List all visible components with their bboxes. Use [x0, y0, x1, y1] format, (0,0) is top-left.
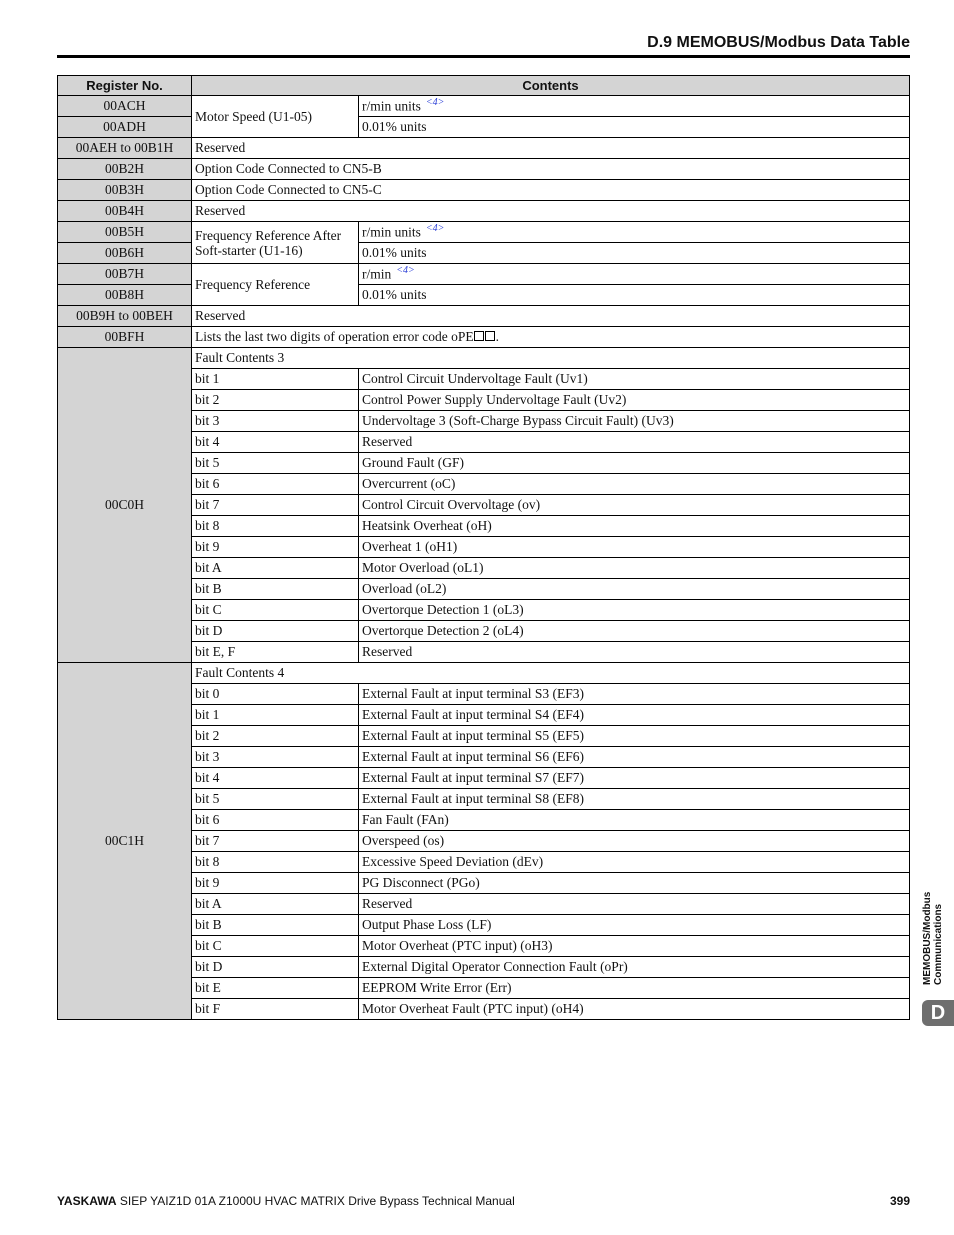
bit-cell: bit 3 [192, 411, 359, 432]
bit-cell: bit 9 [192, 537, 359, 558]
footer-brand: YASKAWA [57, 1194, 117, 1208]
unit-cell: 0.01% units [359, 243, 910, 264]
bit-desc-cell: Heatsink Overheat (oH) [359, 516, 910, 537]
contents-cell: Reserved [192, 138, 910, 159]
table-row [58, 117, 910, 138]
bit-desc-cell: Motor Overheat (PTC input) (oH3) [359, 936, 910, 957]
contents-text: Lists the last two digits of operation error code oPE [195, 329, 474, 344]
bit-cell: bit C [192, 936, 359, 957]
table-row [58, 663, 910, 684]
table-row [58, 138, 910, 159]
register-cell: 00B6H [58, 243, 192, 264]
unit-cell: 0.01% units [359, 285, 910, 306]
register-cell: 00B8H [58, 285, 192, 306]
digit-placeholder-icon [474, 329, 496, 344]
bit-desc-cell: PG Disconnect (PGo) [359, 873, 910, 894]
table-row [58, 264, 910, 285]
bit-cell: bit B [192, 579, 359, 600]
table-row [58, 306, 910, 327]
unit-cell [359, 222, 910, 243]
register-table [57, 75, 910, 1020]
bit-desc-cell: Motor Overload (oL1) [359, 558, 910, 579]
table-row [58, 159, 910, 180]
table-row [58, 243, 910, 264]
side-label-line: MEMOBUS/Modbus [922, 891, 933, 985]
bit-desc-cell: Control Circuit Undervoltage Fault (Uv1) [359, 369, 910, 390]
table-row [58, 180, 910, 201]
bit-cell: bit 1 [192, 705, 359, 726]
contents-cell: Reserved [192, 306, 910, 327]
bit-desc-cell: Overload (oL2) [359, 579, 910, 600]
register-cell: 00AEH to 00B1H [58, 138, 192, 159]
bit-desc-cell: External Fault at input terminal S3 (EF3) [359, 684, 910, 705]
group-title-cell: Fault Contents 3 [192, 348, 910, 369]
bit-desc-cell: Ground Fault (GF) [359, 453, 910, 474]
bit-desc-cell: External Fault at input terminal S8 (EF8) [359, 789, 910, 810]
bit-desc-cell: Control Circuit Overvoltage (ov) [359, 495, 910, 516]
unit-text: r/min units [362, 98, 421, 114]
register-cell: 00C0H [58, 348, 192, 663]
register-cell: 00C1H [58, 663, 192, 1020]
bit-cell: bit 0 [192, 684, 359, 705]
bit-desc-cell: External Fault at input terminal S4 (EF4) [359, 705, 910, 726]
footnote-link[interactable]: <4> [425, 223, 445, 235]
bit-desc-cell: Reserved [359, 642, 910, 663]
bit-desc-cell: External Fault at input terminal S5 (EF5) [359, 726, 910, 747]
register-cell: 00B2H [58, 159, 192, 180]
contents-text-end: . [495, 329, 499, 344]
bit-cell: bit 8 [192, 516, 359, 537]
bit-cell: bit 6 [192, 474, 359, 495]
bit-desc-cell: Undervoltage 3 (Soft-Charge Bypass Circuit Fault) (Uv3) [359, 411, 910, 432]
bit-cell: bit 8 [192, 852, 359, 873]
register-cell: 00ACH [58, 96, 192, 117]
unit-cell: 0.01% units [359, 117, 910, 138]
unit-cell [359, 264, 910, 285]
side-label-line: Communications [933, 903, 944, 985]
bit-desc-cell: External Digital Operator Connection Fault (oPr) [359, 957, 910, 978]
bit-cell: bit 5 [192, 453, 359, 474]
side-section-label [922, 865, 944, 985]
chapter-tab[interactable]: D [922, 1000, 954, 1026]
register-cell: 00ADH [58, 117, 192, 138]
footer-manual-title [57, 1194, 515, 1208]
bit-cell: bit D [192, 957, 359, 978]
table-row [58, 96, 910, 117]
contents-cell: Option Code Connected to CN5-B [192, 159, 910, 180]
bit-cell: bit 7 [192, 831, 359, 852]
bit-cell: bit 2 [192, 390, 359, 411]
bit-cell: bit 4 [192, 432, 359, 453]
bit-cell: bit 7 [192, 495, 359, 516]
bit-desc-cell: Control Power Supply Undervoltage Fault (Uv2) [359, 390, 910, 411]
bit-cell: bit E, F [192, 642, 359, 663]
bit-desc-cell: Overcurrent (oC) [359, 474, 910, 495]
table-row [58, 327, 910, 348]
unit-text: r/min units [362, 224, 421, 240]
bit-cell: bit C [192, 600, 359, 621]
bit-desc-cell: Output Phase Loss (LF) [359, 915, 910, 936]
page-number: 399 [889, 1194, 910, 1208]
bit-desc-cell: Overtorque Detection 1 (oL3) [359, 600, 910, 621]
bit-desc-cell: Overspeed (os) [359, 831, 910, 852]
group-title-cell: Fault Contents 4 [192, 663, 910, 684]
table-row [58, 201, 910, 222]
footnote-link[interactable]: <4> [396, 265, 415, 277]
table-row [58, 348, 910, 369]
bit-cell: bit A [192, 894, 359, 915]
bit-desc-cell: External Fault at input terminal S6 (EF6) [359, 747, 910, 768]
footer-manual-name: SIEP YAIZ1D 01A Z1000U HVAC MATRIX Drive Bypass Technical Manual [116, 1194, 515, 1208]
bit-cell: bit E [192, 978, 359, 999]
bit-cell: bit 6 [192, 810, 359, 831]
bit-desc-cell: Reserved [359, 894, 910, 915]
register-cell: 00BFH [58, 327, 192, 348]
bit-desc-cell: Reserved [359, 432, 910, 453]
bit-cell: bit 3 [192, 747, 359, 768]
register-cell: 00B3H [58, 180, 192, 201]
register-cell: 00B5H [58, 222, 192, 243]
bit-desc-cell: External Fault at input terminal S7 (EF7) [359, 768, 910, 789]
register-cell: 00B4H [58, 201, 192, 222]
bit-desc-cell: Overtorque Detection 2 (oL4) [359, 621, 910, 642]
bit-desc-cell: EEPROM Write Error (Err) [359, 978, 910, 999]
register-cell: 00B9H to 00BEH [58, 306, 192, 327]
bit-cell: bit B [192, 915, 359, 936]
header-rule [57, 55, 910, 58]
bit-cell: bit 4 [192, 768, 359, 789]
footnote-link[interactable]: <4> [425, 97, 445, 109]
bit-cell: bit F [192, 999, 359, 1020]
bit-cell: bit 2 [192, 726, 359, 747]
table-row [58, 222, 910, 243]
unit-cell [359, 96, 910, 117]
bit-cell: bit A [192, 558, 359, 579]
bit-desc-cell: Motor Overheat Fault (PTC input) (oH4) [359, 999, 910, 1020]
table-row [58, 285, 910, 306]
table-header-row [58, 76, 910, 96]
bit-cell: bit 1 [192, 369, 359, 390]
col-header-contents: Contents [192, 76, 910, 96]
section-title: D.9 MEMOBUS/Modbus Data Table [647, 34, 910, 51]
bit-cell: bit D [192, 621, 359, 642]
contents-cell [192, 327, 910, 348]
bit-desc-cell: Excessive Speed Deviation (dEv) [359, 852, 910, 873]
unit-text: r/min [362, 266, 392, 282]
bit-cell: bit 5 [192, 789, 359, 810]
bit-cell: bit 9 [192, 873, 359, 894]
contents-cell: Motor Speed (U1-05) [192, 96, 359, 138]
register-cell: 00B7H [58, 264, 192, 285]
contents-cell: Option Code Connected to CN5-C [192, 180, 910, 201]
col-header-register: Register No. [58, 76, 192, 96]
contents-cell: Frequency Reference After Soft-starter (U1-16) [192, 222, 359, 264]
contents-cell: Reserved [192, 201, 910, 222]
contents-cell: Frequency Reference [192, 264, 359, 306]
bit-desc-cell: Overheat 1 (oH1) [359, 537, 910, 558]
bit-desc-cell: Fan Fault (FAn) [359, 810, 910, 831]
